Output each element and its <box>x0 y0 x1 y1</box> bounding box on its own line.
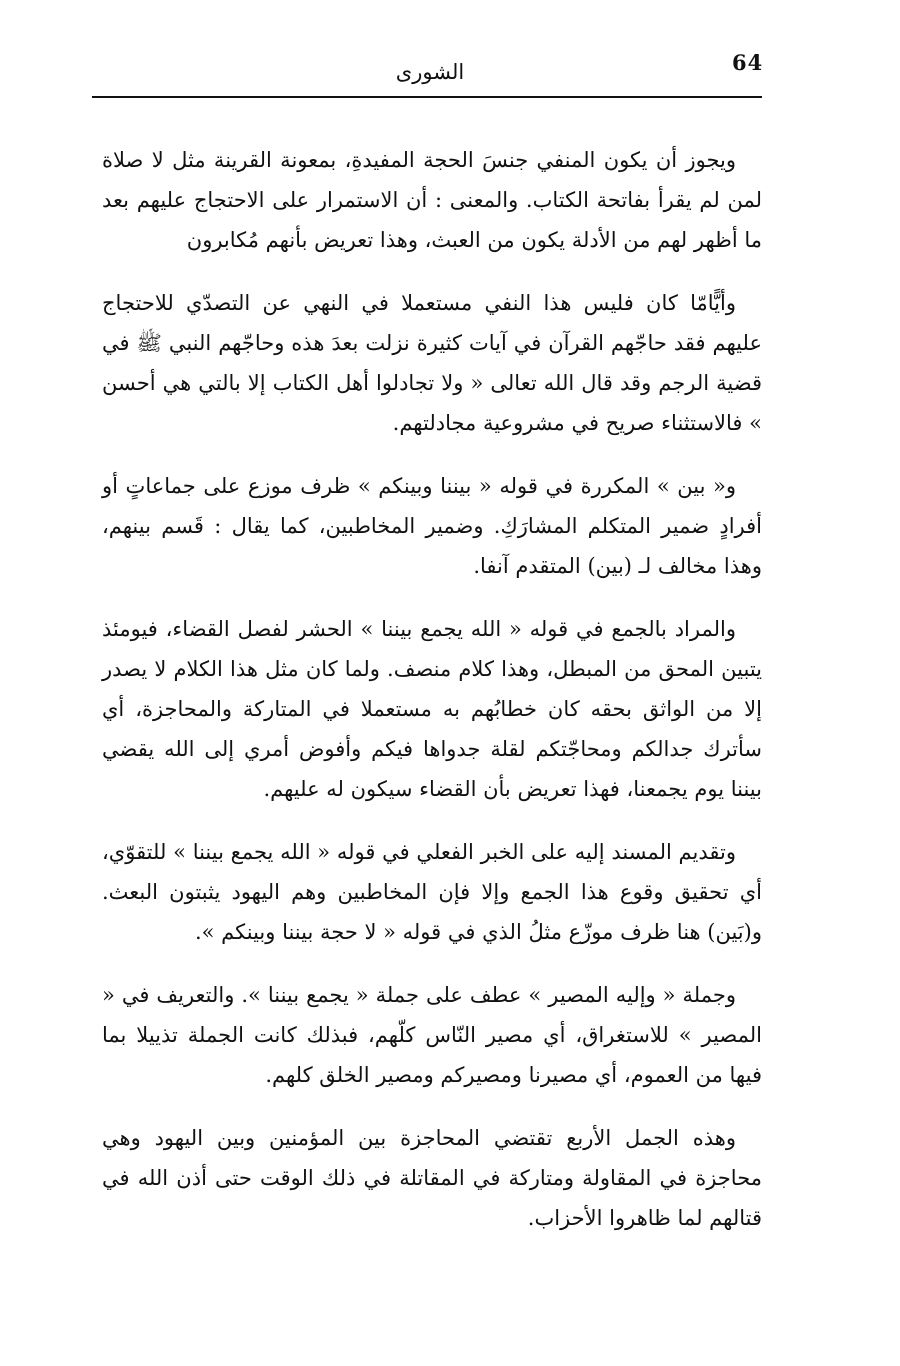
page-number: 64 <box>732 50 764 75</box>
header-rule <box>92 96 762 98</box>
running-title: الشورى <box>395 60 465 84</box>
paragraph-7: وهذه الجمل الأربع تقتضي المحاجزة بين المؤمنين وبين اليهود وهي محاجزة في المقاولة ومتاركة في المقاتلة في ذلك الوقت حتى أذن الله في قتالهم لما ظاهروا الأحزاب. <box>102 1126 762 1230</box>
paragraph-1: ويجوز أن يكون المنفي جنسَ الحجة المفيدةِ، بمعونة القرينة مثل لا صلاة لمن لم يقرأ بفاتحة الكتاب. والمعنى : أن الاستمرار على الاحتجاج عليهم بعد ما أظهر لهم من الأدلة يكون من العبث، وهذا تعريض بأنهم مُكابرون <box>102 148 762 252</box>
page-body <box>102 140 762 1261</box>
paragraph-3: و« بين » المكررة في قوله « بيننا وبينكم » ظرف موزع على جماعاتٍ أو أفرادٍ ضمير المتكلم المشارَكِ. وضمير المخاطبين، كما يقال : قَسم بينهم، وهذا مخالف لـ (بين) المتقدم آنفا. <box>102 474 762 578</box>
paragraph-5: وتقديم المسند إليه على الخبر الفعلي في قوله « الله يجمع بيننا » للتقوّي، أي تحقيق وقوع هذا الجمع وإلا فإن المخاطبين وهم اليهود يثبتون البعث. و(بَين) هنا ظرف موزّع مثلُ الذي في قوله « لا حجة بيننا وبينكم ». <box>102 840 762 944</box>
paragraph-6: وجملة « وإليه المصير » عطف على جملة « يجمع بيننا ». والتعريف في « المصير » للاستغراق، أي مصير النّاس كلّهم، فبذلك كانت الجملة تذييلا بما فيها من العموم، أي مصيرنا ومصيركم ومصير الخلق كلهم. <box>102 983 762 1087</box>
paragraph-2: وأيًّامّا كان فليس هذا النفي مستعملا في النهي عن التصدّي للاحتجاج عليهم فقد حاجّهم القرآن في آيات كثيرة نزلت بعدَ هذه وحاجّهم النبي ﷺ في قضية الرجم وقد قال الله تعالى « ولا تجادلوا أهل الكتاب إلا بالتي هي أحسن » فالاستثناء صريح في مشروعية مجادلتهم. <box>102 291 762 435</box>
paragraph-4: والمراد بالجمع في قوله « الله يجمع بيننا » الحشر لفصل القضاء، فيومئذ يتبين المحق من المبطل، وهذا كلام منصف. ولما كان مثل هذا الكلام لا يصدر إلا من الواثق بحقه كان خطابُهم به مستعملا في المتاركة والمحاجزة، أي سأترك جدالكم ومحاجّتكم لقلة جدواها فيكم وأفوض أمري إلى الله يقضي بيننا يوم يجمعنا، فهذا تعريض بأن القضاء سيكون له عليهم. <box>102 617 762 801</box>
